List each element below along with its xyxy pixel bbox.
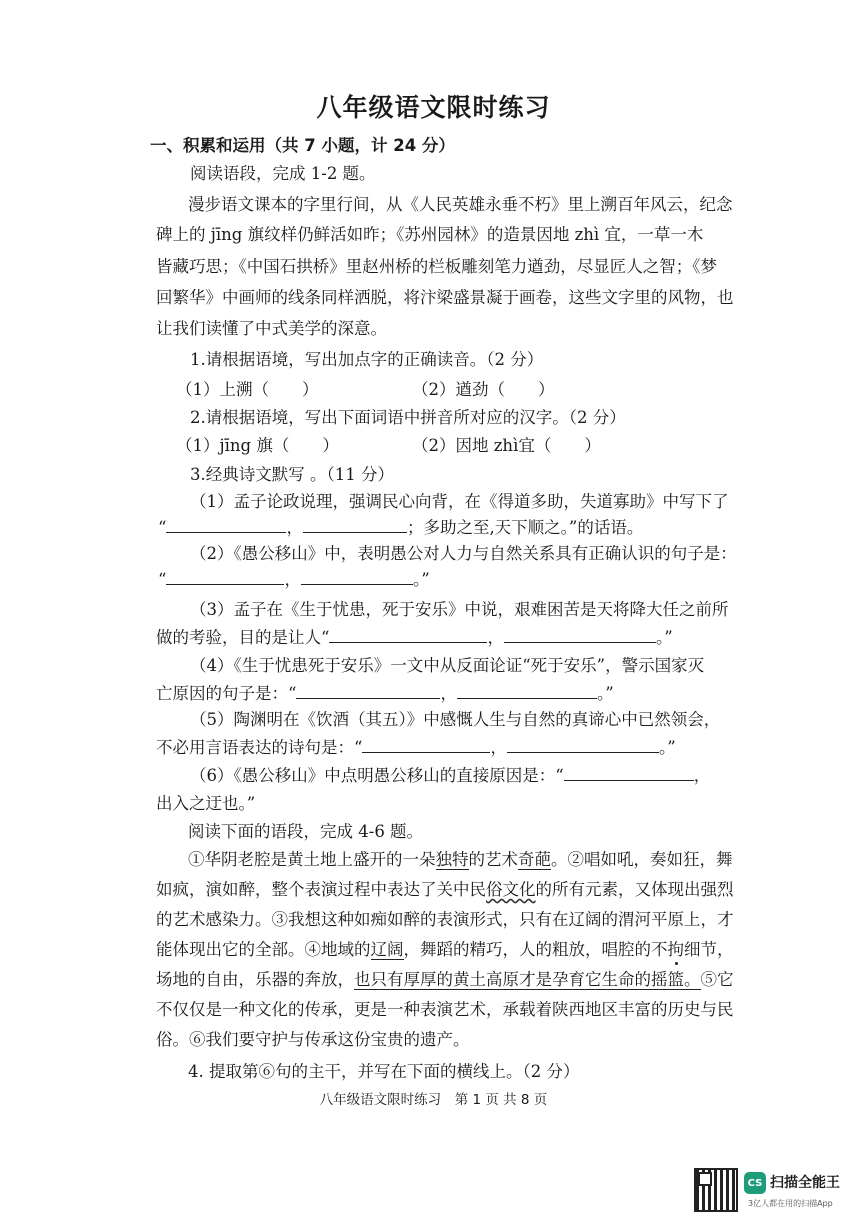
passage1-line-5: 让我们读懂了中式美学的深意。 xyxy=(156,319,387,338)
passage2-line-2 xyxy=(156,876,734,900)
q2a-label: （1）jīng 旗 xyxy=(176,436,273,455)
answer-blank[interactable] xyxy=(507,738,659,753)
section-intro: 阅读语段，完成 1-2 题。 xyxy=(190,164,376,183)
q3-sub4-line-a: （4）《生于忧患死于安乐》一文中从反面论证“死于安乐”，警示国家灭 xyxy=(190,656,705,675)
q3-sub6-line-b: 出入之迂也。” xyxy=(156,794,256,813)
q3-sub1-line-a: （1）孟子论政说理，强调民心向背，在《得道多助，失道寡助》中写下了 xyxy=(190,492,729,511)
question-2-prompt: 2.请根据语境，写出下面词语中拼音所对应的汉字。（2 分） xyxy=(190,408,626,427)
line-end: 。” xyxy=(412,570,430,589)
comma: ， xyxy=(284,570,301,589)
text: 。②唱如吼，奏如狂，舞 xyxy=(551,850,733,869)
q3-sub6-line-a xyxy=(190,762,710,786)
open-quote: “ xyxy=(158,570,167,589)
passage1-line-1: 漫步语文课本的字里行间，从《人民英雄永垂不朽》里上溯百年风云，纪念 xyxy=(188,195,733,214)
underlined-word: 辽阔 xyxy=(370,940,404,959)
passage1-line-2: 碑上的 jīng 旗纹样仍鲜活如昨；《苏州园林》的造景因地 zhì 宜，一草一木 xyxy=(156,225,704,244)
passage2-line-6: 不仅仅是一种文化的传承，更是一种表演艺术，承载着陕西地区丰富的历史与民 xyxy=(156,1000,734,1019)
page-title: 八年级语文限时练习 xyxy=(316,93,551,122)
text: 能体现出它的全部。④地域的 xyxy=(156,940,371,959)
answer-blank[interactable] xyxy=(166,518,286,533)
line-end: ；多助之至,天下顺之。”的话语。 xyxy=(406,518,644,537)
line-end: ， xyxy=(693,766,711,785)
comma: ， xyxy=(490,738,507,757)
text: 场地的自由，乐器的奔放， xyxy=(156,970,354,989)
q3-sub5-line-b xyxy=(156,734,676,758)
question-2-part-a xyxy=(176,432,339,456)
answer-blank[interactable] xyxy=(166,570,284,585)
q1b-answer-paren[interactable]: （ ） xyxy=(488,380,555,399)
text: 如疯，演如醉，整个表演过程中表达了关中民 xyxy=(156,880,486,899)
line-end: 。” xyxy=(596,684,614,703)
comma: ， xyxy=(440,684,457,703)
answer-blank[interactable] xyxy=(457,684,597,699)
q3-sub3-line-a: （3）孟子在《生于忧患，死于安乐》中说，艰难困苦是天将降大任之前所 xyxy=(190,600,729,619)
line-end: 。” xyxy=(655,628,673,647)
answer-blank[interactable] xyxy=(504,628,656,643)
q2b-answer-paren[interactable]: （ ） xyxy=(534,436,601,455)
question-4-prompt: 4. 提取第⑥句的主干，并写在下面的横线上。（2 分） xyxy=(188,1062,580,1081)
text: ⑤它 xyxy=(700,970,734,989)
page-footer: 八年级语文限时练习 第 1 页 共 8 页 xyxy=(319,1092,548,1108)
underlined-sentence: 也只有厚厚的黄土高原才是孕育它生命的摇篮。 xyxy=(354,970,701,989)
question-1-part-b xyxy=(412,376,555,400)
question-1-part-a xyxy=(176,376,319,400)
dotted-char: 拘 xyxy=(667,940,684,959)
answer-blank[interactable] xyxy=(301,570,413,585)
q3-sub2-line-b xyxy=(158,566,430,590)
passage2-line-3: 的艺术感染力。③我想这种如痴如醉的表演形式，只有在辽阔的渭河平原上，才 xyxy=(156,910,734,929)
text: 的艺术 xyxy=(468,850,518,869)
question-1-prompt: 1.请根据语境，写出加点字的正确读音。（2 分） xyxy=(190,350,544,369)
q3-sub1-line-b xyxy=(158,514,643,538)
q3-sub4-line-b xyxy=(156,680,614,704)
answer-blank[interactable] xyxy=(329,628,487,643)
section-heading: 一、积累和运用（共 7 小题，计 24 分） xyxy=(150,136,455,155)
passage2-line-7: 俗。⑥我们要守护与传承这份宝贵的遗产。 xyxy=(156,1030,470,1049)
question-3-prompt: 3.经典诗文默写 。（11 分） xyxy=(190,465,394,484)
q1a-answer-paren[interactable]: （ ） xyxy=(252,380,319,399)
text: ，舞蹈的精巧，人的粗放，唱腔的不 xyxy=(403,940,668,959)
underlined-word: 独特 xyxy=(435,850,469,869)
q3-sub2-line-a: （2）《愚公移山》中，表明愚公对人力与自然关系具有正确认识的句子是： xyxy=(190,544,737,563)
line-end: 。” xyxy=(658,738,676,757)
q1b-label: （2）遒劲 xyxy=(412,380,489,399)
q2a-answer-paren[interactable]: （ ） xyxy=(272,436,339,455)
answer-blank[interactable] xyxy=(564,766,694,781)
scanner-tagline: 3亿人都在用的扫描App xyxy=(748,1199,833,1208)
passage2-line-4 xyxy=(156,936,734,960)
q3-sub3-line-b xyxy=(156,624,673,648)
line-start: 不必用言语表达的诗句是：“ xyxy=(156,738,363,757)
q3-sub5-line-a: （5）陶渊明在《饮酒（其五）》中感慨人生与自然的真谛心中已然领会， xyxy=(190,710,721,729)
passage2-line-5 xyxy=(156,966,734,990)
passage1-line-4: 回繁华》中画师的线条同样洒脱，将汴梁盛景凝于画卷，这些文字里的风物，也 xyxy=(156,288,734,307)
wavy-underlined-phrase: 俗文化 xyxy=(486,880,536,899)
passage1-line-3: 皆藏巧思；《中国石拱桥》里赵州桥的栏板雕刻笔力遒劲，尽显匠人之智；《梦 xyxy=(156,257,717,276)
open-quote: “ xyxy=(158,518,167,537)
comma: ， xyxy=(487,628,504,647)
comma: ， xyxy=(286,518,303,537)
text: 细节， xyxy=(684,940,734,959)
q1a-label: （1）上溯 xyxy=(176,380,253,399)
reading-2-intro: 阅读下面的语段，完成 4-6 题。 xyxy=(188,822,424,841)
answer-blank[interactable] xyxy=(303,518,407,533)
text: ①华阴老腔是黄土地上盛开的一朵 xyxy=(188,850,436,869)
qr-code-icon xyxy=(694,1168,738,1212)
line-start: （6）《愚公移山》中点明愚公移山的直接原因是：“ xyxy=(190,766,564,785)
scanner-app-name: 扫描全能王 xyxy=(770,1175,840,1191)
question-2-part-b xyxy=(412,432,601,456)
answer-blank[interactable] xyxy=(362,738,490,753)
passage2-line-1 xyxy=(188,846,733,870)
answer-blank[interactable] xyxy=(296,684,440,699)
line-start: 做的考验，目的是让人“ xyxy=(156,628,330,647)
q2b-label: （2）因地 zhì宜 xyxy=(412,436,535,455)
underlined-word: 奇葩 xyxy=(518,850,551,869)
line-start: 亡原因的句子是：“ xyxy=(156,684,297,703)
scanner-logo-icon: CS xyxy=(744,1172,766,1194)
text: 的所有元素，又体现出强烈 xyxy=(535,880,734,899)
